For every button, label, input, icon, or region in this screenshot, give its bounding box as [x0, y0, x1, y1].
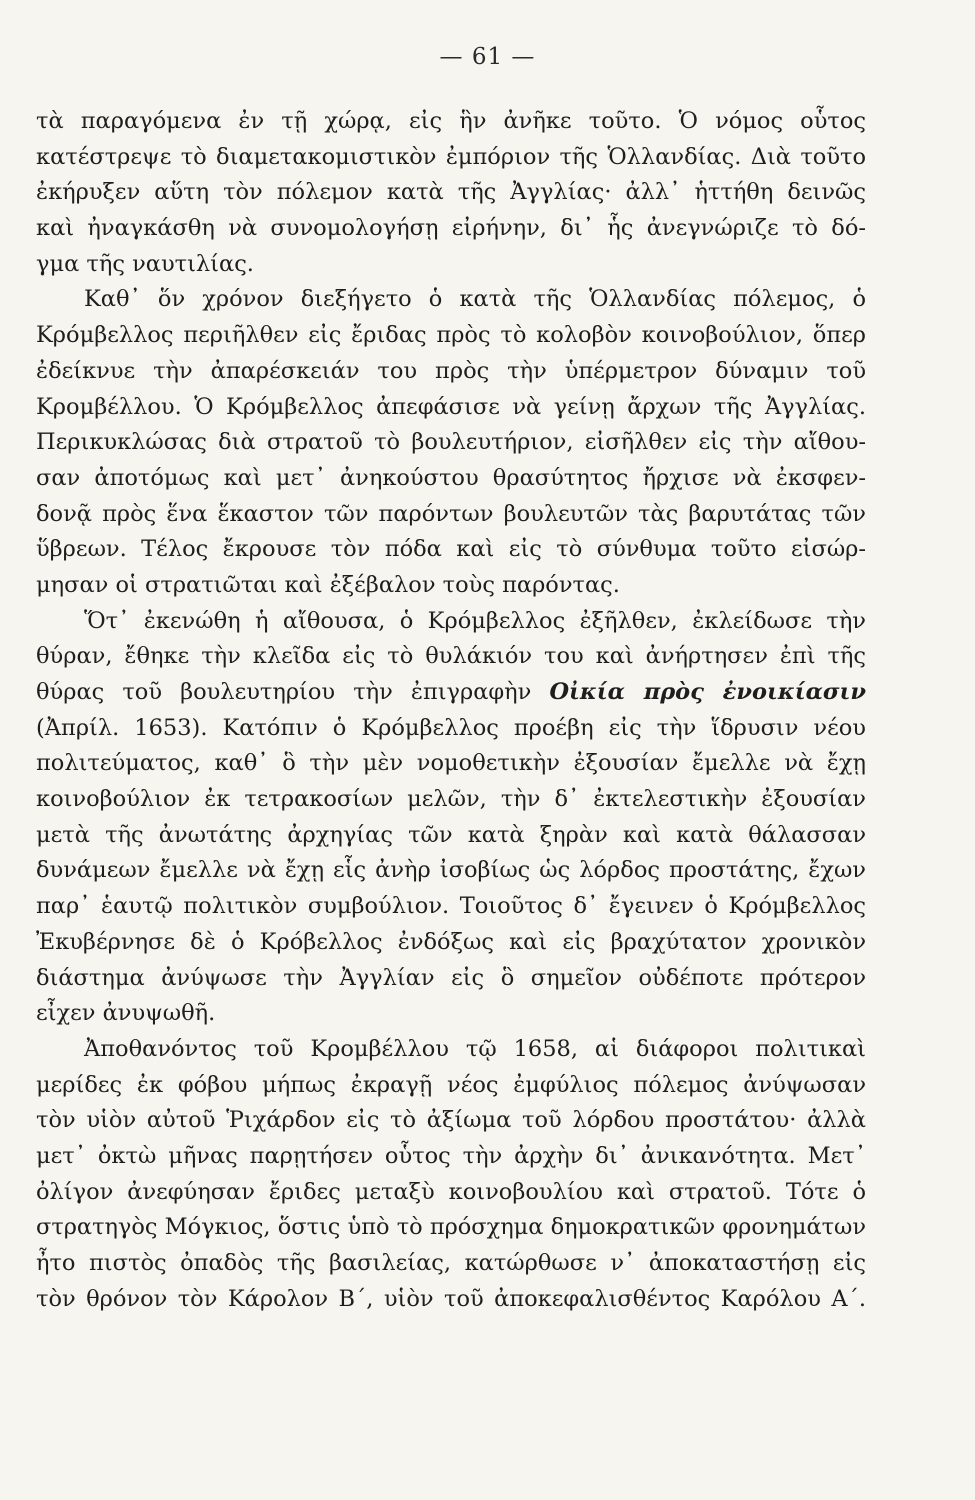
text-line-content: μετὰ τῆς ἀνωτάτης ἀρχηγίας τῶν κατὰ ξηρὰν καὶ κατὰ θάλασσαν [36, 821, 866, 848]
text-line-content: Ἐκυβέρνησε δὲ ὁ Κρόβελλος ἐνδόξως καὶ εἰς βραχύτατον χρονικὸν [36, 928, 866, 955]
text-line-content: ἐδείκνυε τὴν ἀπαρέσκειάν του πρὸς τὴν ὑπέρμετρον δύναμιν τοῦ [36, 357, 866, 384]
text-line [36, 853, 866, 889]
text-line [36, 818, 866, 854]
text-line [36, 639, 866, 675]
text-line-content: δονᾷ πρὸς ἕνα ἕκαστον τῶν παρόντων βουλευτῶν τὰς βαρυτάτας τῶν [36, 500, 866, 527]
text-line-content: τὰ παραγόμενα ἐν τῇ χώρᾳ, εἰς ἣν ἀνῆκε τοῦτο. Ὁ νόμος οὗτος [36, 108, 866, 134]
text-line [36, 889, 866, 925]
text-line [36, 568, 866, 604]
text-line [36, 1282, 866, 1318]
text-line [36, 1175, 866, 1211]
text-line [36, 247, 866, 283]
text-line [36, 282, 866, 318]
text-line-content: ἐκήρυξεν αὕτη τὸν πόλεμον κατὰ τῆς Ἀγγλίας· ἀλλ᾿ ἡττήθη δεινῶς [36, 179, 866, 206]
text-line-content: σαν ἀποτόμως καὶ μετ᾿ ἀνηκούστου θρασύτητος ἤρχισε νὰ ἐκσφεν- [36, 464, 866, 491]
text-line-content: θύραν, ἔθηκε τὴν κλεῖδα εἰς τὸ θυλάκιόν του καὶ ἀνήρτησεν ἐπὶ τῆς [36, 643, 866, 670]
text-line-content: εἶχεν ἀνυψωθῆ. [36, 1000, 216, 1027]
text-line-content: ἦτο πιστὸς ὀπαδὸς τῆς βασιλείας, κατώρθωσε ν᾿ ἀποκαταστήσῃ εἰς [36, 1250, 866, 1276]
text-line [36, 746, 866, 782]
text-line-content: καὶ ἠναγκάσθη νὰ συνομολογήσῃ εἰρήνην, δι᾿ ἧς ἀνεγνώριζε τὸ δό- [36, 215, 866, 242]
text-line [36, 425, 866, 461]
text-line-content: Ὅτ᾿ ἐκενώθη ἡ αἴθουσα, ὁ Κρόμβελλος ἐξῆλθεν, ἐκλείδωσε τὴν [84, 607, 866, 634]
text-line-content: θύρας τοῦ βουλευτηρίου τὴν ἐπιγραφὴν [36, 679, 532, 705]
text-line-content: (Ἀπρίλ. 1653). Κατόπιν ὁ Κρόμβελλος προέβη εἰς τὴν ἵδρυσιν νέου [36, 714, 866, 741]
text-line-content: παρ᾿ ἑαυτῷ πολιτικὸν συμβούλιον. Τοιοῦτος δ᾿ ἔγεινεν ὁ Κρόμβελλος [36, 893, 866, 920]
text-line-content: στρατηγὸς Μόγκιος, ὅστις ὑπὸ τὸ πρόσχημα δημοκρατικῶν φρονημάτων [36, 1214, 866, 1241]
emphasized-text: Οἰκία πρὸς ἐνοικίασιν [549, 679, 866, 705]
text-line-content: διάστημα ἀνύψωσε τὴν Ἀγγλίαν εἰς ὃ σημεῖον οὐδέποτε πρότερον [36, 964, 866, 991]
text-line-content: Κρόμβελλος περιῆλθεν εἰς ἔριδας πρὸς τὸ κολοβὸν κοινοβούλιον, ὅπερ [36, 322, 866, 349]
text-line-content: ὕβρεων. Τέλος ἔκρουσε τὸν πόδα καὶ εἰς τὸ σύνθυμα τοῦτο εἰσώρ- [36, 536, 866, 563]
text-line-content: Περικυκλώσας διὰ στρατοῦ τὸ βουλευτήριον, εἰσῆλθεν εἰς τὴν αἴθου- [36, 429, 866, 456]
text-line [36, 461, 866, 497]
text-line-content: κατέστρεψε τὸ διαμετακομιστικὸν ἐμπόριον τῆς Ὁλλανδίας. Διὰ τοῦτο [36, 143, 866, 170]
text-line [36, 354, 866, 390]
text-line-content: μησαν οἱ στρατιῶται καὶ ἐξέβαλον τοὺς παρόντας. [36, 571, 620, 598]
text-line-content: δυνάμεων ἔμελλε νὰ ἔχῃ εἷς ἀνὴρ ἰσοβίως ὡς λόρδος προστάτης, ἔχων [36, 857, 866, 884]
page-number: — 61 — [439, 44, 536, 70]
text-line [36, 1210, 866, 1246]
text-line [36, 1139, 866, 1175]
text-line-content: κοινοβούλιον ἐκ τετρακοσίων μελῶν, τὴν δ᾿ ἐκτελεστικὴν ἐξουσίαν [36, 786, 866, 813]
text-line [36, 604, 866, 640]
text-line [36, 925, 866, 961]
text-line [36, 782, 866, 818]
text-line [36, 1068, 866, 1104]
text-line [36, 1103, 866, 1139]
text-line-content: Ἀποθανόντος τοῦ Κρομβέλλου τῷ 1658, αἱ διάφοροι πολιτικαὶ [84, 1035, 866, 1062]
text-line-content: πολιτεύματος, καθ᾿ ὃ τὴν μὲν νομοθετικὴν ἐξουσίαν ἔμελλε νὰ ἔχῃ [36, 750, 866, 777]
text-line [36, 211, 866, 247]
text-line-content: μετ᾿ ὀκτὼ μῆνας παρῃτήσεν οὗτος τὴν ἀρχὴν δι᾿ ἀνικανότητα. Μετ᾿ [36, 1142, 866, 1169]
text-line [36, 1032, 866, 1068]
text-line [36, 711, 866, 747]
text-line [36, 996, 866, 1032]
text-line [36, 497, 866, 533]
text-line-content: τὸν υἱὸν αὐτοῦ Ῥιχάρδον εἰς τὸ ἀξίωμα τοῦ λόρδου προστάτου· ἀλλὰ [36, 1107, 866, 1134]
text-line-content: τὸν θρόνον τὸν Κάρολον Β΄, υἱὸν τοῦ ἀποκεφαλισθέντος Καρόλου Α΄. [36, 1285, 866, 1312]
text-line-content: μερίδες ἐκ φόβου μήπως ἐκραγῇ νέος ἐμφύλιος πόλεμος ἀνύψωσαν [36, 1071, 866, 1098]
text-line [36, 140, 866, 176]
text-line-content: ὀλίγον ἀνεφύησαν ἔριδες μεταξὺ κοινοβουλίου καὶ στρατοῦ. Τότε ὁ [36, 1178, 866, 1205]
body-text [36, 104, 866, 1317]
text-line [36, 961, 866, 997]
text-line-content: Καθ᾿ ὅν χρόνον διεξήγετο ὁ κατὰ τῆς Ὁλλανδίας πόλεμος, ὁ [84, 286, 866, 313]
text-line [36, 390, 866, 426]
text-line-content: Κρομβέλλου. Ὁ Κρόμβελλος ἀπεφάσισε νὰ γείνῃ ἄρχων τῆς Ἀγγλίας. [36, 393, 866, 420]
text-line [36, 532, 866, 568]
text-line [36, 675, 866, 711]
text-line [36, 318, 866, 354]
text-line-content: γμα τῆς ναυτιλίας. [36, 250, 254, 277]
text-line [36, 175, 866, 211]
text-line [36, 104, 866, 140]
text-line [36, 1246, 866, 1282]
